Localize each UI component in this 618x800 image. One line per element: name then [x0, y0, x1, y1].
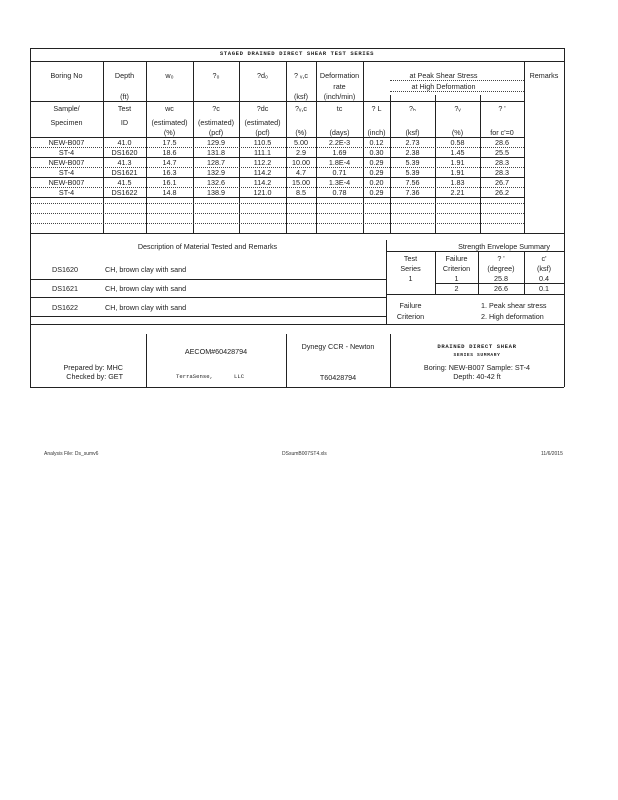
hdr-forc: for c'=0	[490, 128, 514, 137]
env-r2-phi: 26.6	[494, 284, 508, 293]
env-col-c: c'	[541, 254, 547, 263]
desc-id-1: DS1620	[52, 265, 78, 274]
cell-th: 7.36	[405, 188, 420, 197]
cell-tc: 0.78	[332, 188, 347, 197]
cell-dl: 0.29	[369, 168, 384, 177]
hdr-est-1: (estimated)	[151, 118, 188, 127]
cell-dl: 0.20	[369, 178, 384, 187]
block-line	[30, 324, 386, 325]
boring-line: Boring: NEW-B007 Sample: ST-4	[423, 363, 531, 372]
dotted-line	[30, 203, 524, 204]
dotted-line	[390, 91, 524, 92]
hdr-pct-1: (%)	[163, 128, 176, 137]
hdr-wc: wᴄ	[165, 104, 174, 113]
section-divider	[30, 233, 564, 234]
cell-svc: 10.00	[292, 158, 310, 167]
cell-th: 2.38	[405, 148, 420, 157]
cell-boring: ST-4	[58, 188, 75, 197]
description-heading: Description of Material Tested and Remarks	[137, 242, 278, 251]
env-col-criterion: Criterion	[442, 264, 471, 273]
report-title: STAGED DRAINED DIRECT SHEAR TEST SERIES	[219, 50, 375, 57]
cell-sv: 1.91	[450, 168, 465, 177]
env-r1-c: 0.4	[539, 274, 549, 283]
cell-phi: 26.2	[495, 188, 509, 197]
cell-tc: 0.71	[332, 168, 347, 177]
hdr-ksf: (ksf)	[294, 92, 308, 101]
cell-wc: 14.7	[162, 158, 177, 167]
hdr-remarks: Remarks	[529, 71, 559, 80]
cell-gc: 132.9	[207, 168, 225, 177]
cell-svc: 15.00	[292, 178, 310, 187]
hdr-def-rate: Deformation	[319, 71, 360, 80]
env-col-degree: (degree)	[487, 264, 515, 273]
hdr-est-2: (estimated)	[198, 118, 234, 127]
company-name: TerraSense,	[176, 373, 213, 380]
hdr-pct-2: (%)	[295, 128, 307, 137]
env-line	[386, 251, 564, 252]
job-number: T60428794	[319, 373, 357, 382]
env-r2-crit: 2	[454, 284, 459, 293]
env-col-phi: ? '	[497, 254, 505, 263]
dotted-line	[30, 213, 524, 214]
row-line	[30, 177, 524, 178]
cell-th: 2.73	[405, 138, 420, 147]
env-line	[386, 294, 564, 295]
env-legend-1: 1. Peak shear stress	[481, 301, 547, 310]
desc-text-1: CH, brown clay with sand	[105, 265, 187, 274]
frame-left	[30, 48, 31, 387]
cell-tc: 1.8E-4	[328, 158, 351, 167]
cell-depth: 41.0	[117, 138, 132, 147]
cell-depth: 41.5	[117, 178, 132, 187]
env-col-series: Series	[400, 264, 421, 273]
hdr-w0: w₀	[165, 71, 174, 80]
cell-depth: 41.3	[117, 158, 132, 167]
hdr-depth: Depth	[114, 71, 135, 80]
hdr-est-3: (estimated)	[244, 118, 281, 127]
cell-boring: NEW-B007	[48, 178, 85, 187]
footer-analysis-file: Analysis File: Ds_sumv6	[44, 451, 99, 457]
cell-phi: 28.3	[495, 168, 509, 177]
hdr-gdc: ?dᴄ	[256, 104, 269, 113]
hdr-dl: ? L	[371, 104, 382, 113]
cell-gdc: 114.2	[253, 168, 272, 177]
row-line	[30, 101, 524, 102]
company-suffix: LLC	[234, 373, 245, 380]
hdr-days: (days)	[329, 128, 350, 137]
hdr-th: ?ₕ	[409, 104, 416, 113]
hdr-gd0: ?d₀	[257, 71, 268, 80]
env-criterion-label: Criterion	[396, 312, 425, 321]
cell-sv: 1.83	[450, 178, 465, 187]
cell-gdc: 110.5	[253, 138, 272, 147]
block-col	[146, 334, 147, 387]
frame-bottom	[30, 387, 564, 388]
prepared-by: Prepared by: MHC	[63, 363, 123, 372]
envelope-heading: Strength Envelope Summary	[458, 242, 550, 251]
env-r1-phi: 25.8	[494, 274, 508, 283]
row-line	[30, 137, 524, 138]
env-col-test: Test	[403, 254, 418, 263]
hdr-inch: (inch)	[367, 128, 386, 137]
cell-svc: 8.5	[296, 188, 306, 197]
cell-wc: 16.3	[162, 168, 177, 177]
env-failure-label: Failure	[399, 301, 422, 310]
env-r2-c: 0.1	[539, 284, 549, 293]
cell-dl: 0.29	[369, 188, 384, 197]
cell-wc: 14.8	[162, 188, 177, 197]
desc-text-3: CH, brown clay with sand	[105, 303, 187, 312]
cell-gdc: 111.1	[254, 148, 271, 157]
dotted-line	[30, 223, 524, 224]
hdr-ft: (ft)	[120, 92, 129, 101]
col-line	[524, 61, 525, 233]
hdr-gc: ?ᴄ	[212, 104, 220, 113]
cell-gc: 138.9	[207, 188, 225, 197]
cell-svc: 5.00	[294, 138, 308, 147]
cell-gdc: 114.2	[253, 178, 272, 187]
env-col-ksf: (ksf)	[537, 264, 551, 273]
depth-line: Depth: 40-42 ft	[453, 372, 501, 381]
dotted-line	[30, 167, 524, 168]
hdr-pcf-2: (pcf)	[255, 128, 270, 137]
hdr-def-rate-2: rate	[333, 82, 346, 91]
cell-sv: 2.21	[450, 188, 465, 197]
desc-line	[30, 316, 386, 317]
footer-date: 11/6/2015	[541, 451, 563, 457]
hdr-high-def: at High Deformation	[411, 82, 476, 91]
hdr-pct-3: (%)	[451, 128, 464, 137]
env-line	[386, 324, 564, 325]
cell-boring: NEW-B007	[48, 138, 85, 147]
client-name: Dynegy CCR - Newton	[301, 342, 375, 351]
cell-gc: 132.6	[207, 178, 225, 187]
desc-line	[30, 297, 386, 298]
cell-th: 5.39	[405, 158, 420, 167]
frame-right	[564, 48, 565, 387]
row-line	[30, 157, 524, 158]
cell-sv: 0.58	[450, 138, 465, 147]
hdr-specimen: Specimen	[50, 118, 83, 127]
cell-wc: 18.6	[162, 148, 177, 157]
cell-depth: DS1622	[111, 188, 138, 197]
dotted-line	[390, 80, 524, 81]
hdr-g0: ?₀	[212, 71, 220, 80]
cell-gc: 128.7	[207, 158, 225, 167]
hdr-boring-no: Boring No	[50, 71, 83, 80]
cell-phi: 26.7	[495, 178, 509, 187]
desc-id-3: DS1622	[52, 303, 78, 312]
cell-th: 7.56	[405, 178, 420, 187]
frame-top	[30, 48, 564, 49]
row-line	[30, 197, 524, 198]
env-r1-series: 1	[408, 274, 413, 283]
cell-phi: 28.6	[495, 138, 509, 147]
hdr-sigma-vc: ? ᵥ,c	[294, 71, 308, 80]
cell-sv: 1.45	[450, 148, 465, 157]
env-legend-2: 2. High deformation	[481, 312, 544, 321]
cell-gdc: 112.2	[253, 158, 272, 167]
dotted-line	[30, 147, 524, 148]
hdr-inchmin: (inch/min)	[323, 92, 356, 101]
hdr-test: Test	[117, 104, 132, 113]
cell-svc: 4.7	[296, 168, 306, 177]
cell-gdc: 121.0	[253, 188, 272, 197]
cell-dl: 0.29	[369, 158, 384, 167]
env-r1-crit: 1	[454, 274, 459, 283]
cell-th: 5.39	[405, 168, 420, 177]
hdr-sv: ?ᵥ	[454, 104, 461, 113]
footer-filename: DSsumB007ST4.xls	[282, 451, 327, 457]
hdr-sample: Sample/	[53, 104, 80, 113]
cell-tc: 1.69	[332, 148, 347, 157]
cell-gc: 131.8	[207, 148, 225, 157]
cell-sv: 1.91	[450, 158, 465, 167]
cell-boring: ST-4	[58, 148, 75, 157]
hdr-ksf2: (ksf)	[405, 128, 420, 137]
hdr-tc: tᴄ	[336, 104, 343, 113]
hdr-id: ID	[120, 118, 129, 127]
cell-gc: 129.9	[207, 138, 225, 147]
cell-tc: 1.3E-4	[328, 178, 351, 187]
cell-wc: 17.5	[162, 138, 177, 147]
cell-depth: DS1620	[111, 148, 138, 157]
hdr-pcf-1: (pcf)	[208, 128, 224, 137]
hdr-peak: at Peak Shear Stress	[409, 71, 478, 80]
cell-wc: 16.1	[162, 178, 177, 187]
desc-id-2: DS1621	[52, 284, 78, 293]
title-divider	[30, 61, 564, 62]
cell-boring: ST-4	[58, 168, 75, 177]
cell-tc: 2.2E-3	[328, 138, 351, 147]
cell-depth: DS1621	[111, 168, 138, 177]
cell-dl: 0.12	[369, 138, 384, 147]
desc-line	[30, 279, 386, 280]
hdr-svc: ?ᵥ,ᴄ	[295, 104, 307, 113]
desc-text-2: CH, brown clay with sand	[105, 284, 187, 293]
dotted-line	[30, 187, 524, 188]
checked-by: Checked by: GET	[66, 372, 123, 381]
project-number: AECOM#60428794	[184, 347, 248, 356]
report-title-2: SERIES SUMMARY	[453, 353, 501, 358]
cell-svc: 2.9	[296, 148, 306, 157]
cell-dl: 0.30	[369, 148, 384, 157]
env-col-failure: Failure	[445, 254, 468, 263]
cell-phi: 25.5	[495, 148, 509, 157]
report-title-1: DRAINED DIRECT SHEAR	[437, 343, 517, 350]
cell-phi: 28.3	[495, 158, 509, 167]
hdr-phi: ? '	[498, 104, 506, 113]
cell-boring: NEW-B007	[48, 158, 85, 167]
